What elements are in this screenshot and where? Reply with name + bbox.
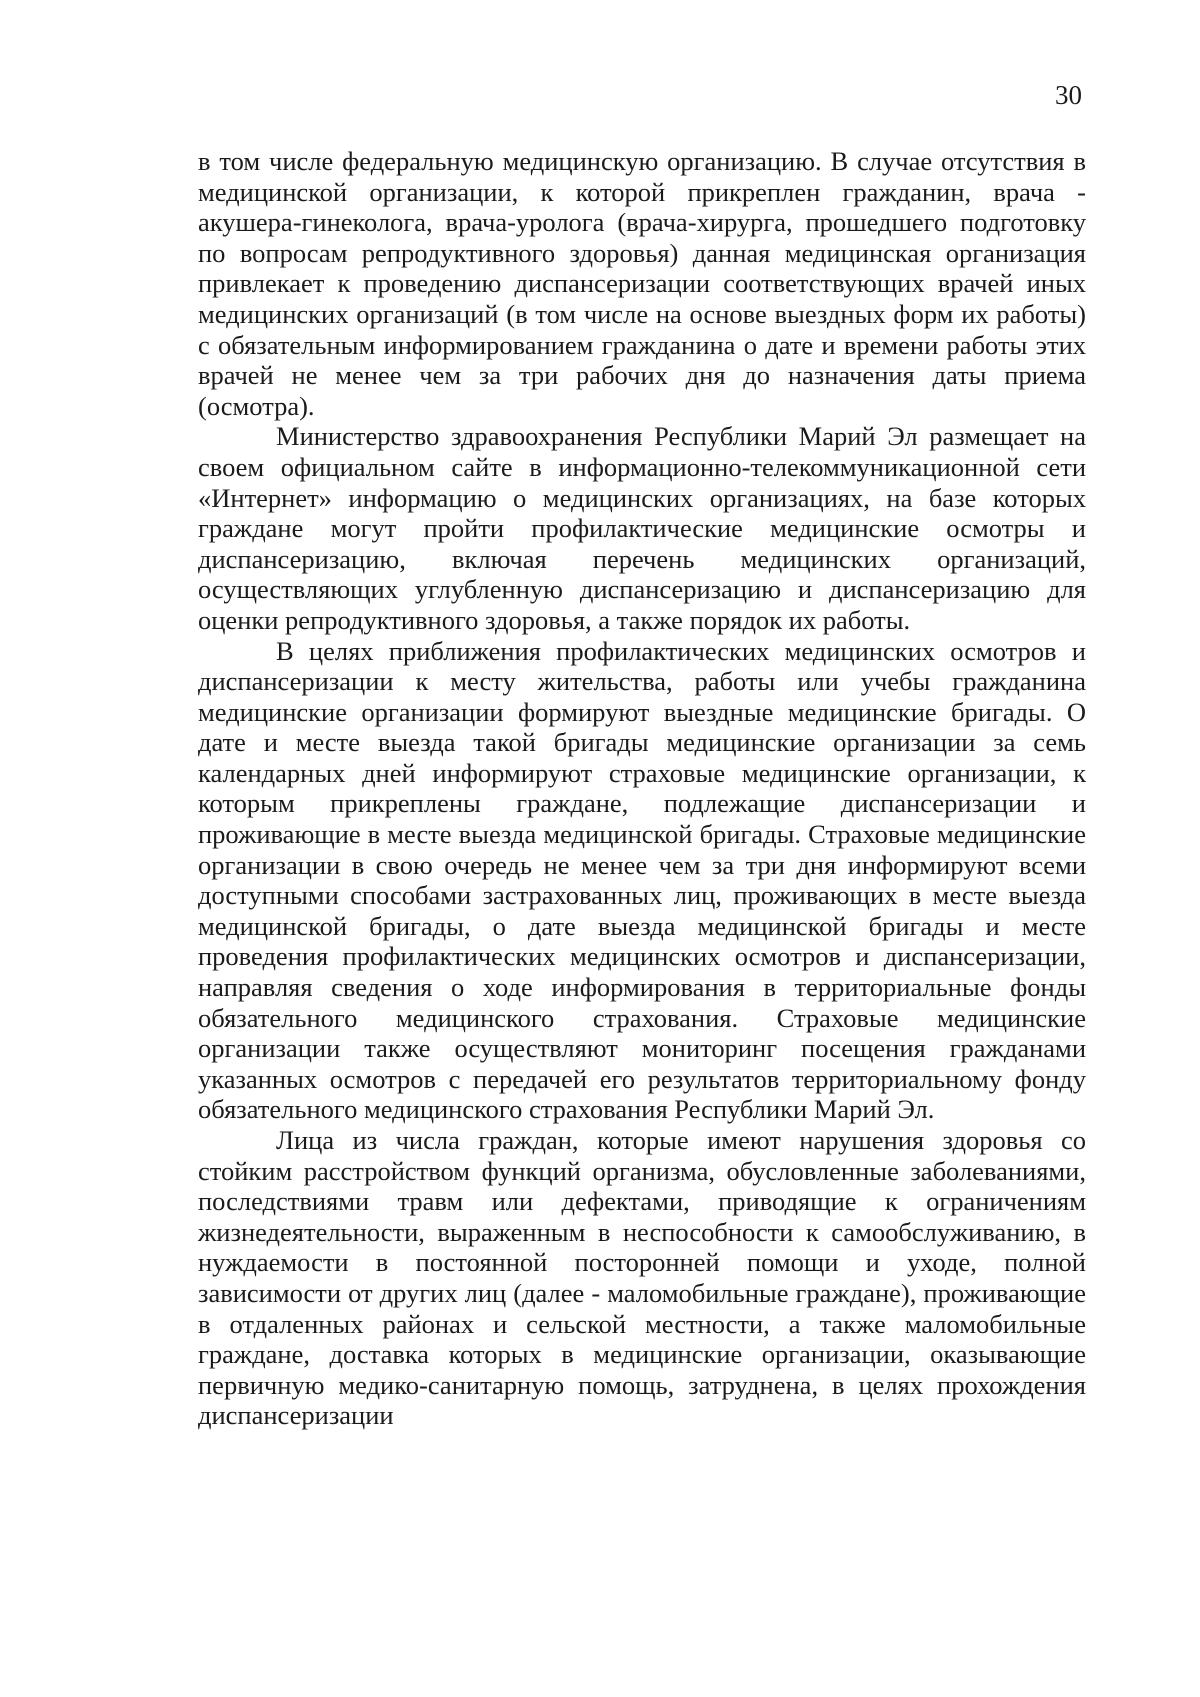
- paragraph-ministry-website-information: Министерство здравоохранения Республики Марий Эл размещает на своем официальном сайте в информационно-телекоммуникационной сети «Интернет» информацию о медицинских организациях, на базе которых граждане могут пройти профилактические медицинские осмотры и диспансеризацию, включая перечень медицинских организаций, осуществляющих углубленную диспансеризацию и диспансеризацию для оценки репродуктивного здоровья, а также порядок их работы.: [198, 421, 1086, 635]
- paragraph-medical-organization-specialists: в том числе федеральную медицинскую организацию. В случае отсутствия в медицинской организации, к которой прикреплен гражданин, врача - акушера-гинеколога, врача-уролога (врача-хирурга, прошедшего подготовку по вопросам репродуктивного здоровья) данная медицинская организация привлекает к проведению диспансеризации соответствующих врачей иных медицинских организаций (в том числе на основе выездных форм их работы) с обязательным информированием гражданина о дате и времени работы этих врачей не менее чем за три рабочих дня до назначения даты приема (осмотра).: [198, 146, 1086, 421]
- paragraph-mobile-medical-teams: В целях приближения профилактических медицинских осмотров и диспансеризации к месту жительства, работы или учебы гражданина медицинские организации формируют выездные медицинские бригады. О дате и месте выезда такой бригады медицинские организации за семь календарных дней информируют страховые медицинские организации, к которым прикреплены граждане, подлежащие диспансеризации и проживающие в месте выезда медицинской бригады. Страховые медицинские организации в свою очередь не менее чем за три дня информируют всеми доступными способами застрахованных лиц, проживающих в месте выезда медицинской бригады, о дате выезда медицинской бригады и месте проведения профилактических медицинских осмотров и диспансеризации, направляя сведения о ходе информирования в территориальные фонды обязательного медицинского страхования. Страховые медицинские организации также осуществляют мониторинг посещения гражданами указанных осмотров с передачей его результатов территориальному фонду обязательного медицинского страхования Республики Марий Эл.: [198, 635, 1086, 1125]
- paragraph-low-mobility-citizens: Лица из числа граждан, которые имеют нарушения здоровья со стойким расстройством функций организма, обусловленные заболеваниями, последствиями травм или дефектами, приводящие к ограничениям жизнедеятельности, выраженным в неспособности к самообслуживанию, в нуждаемости в постоянной посторонней помощи и уходе, полной зависимости от других лиц (далее - маломобильные граждане), проживающие в отдаленных районах и сельской местности, а также маломобильные граждане, доставка которых в медицинские организации, оказывающие первичную медико-санитарную помощь, затруднена, в целях прохождения диспансеризации: [198, 1125, 1086, 1431]
- document-body: [198, 146, 1086, 1431]
- page-number: 30: [1055, 80, 1082, 110]
